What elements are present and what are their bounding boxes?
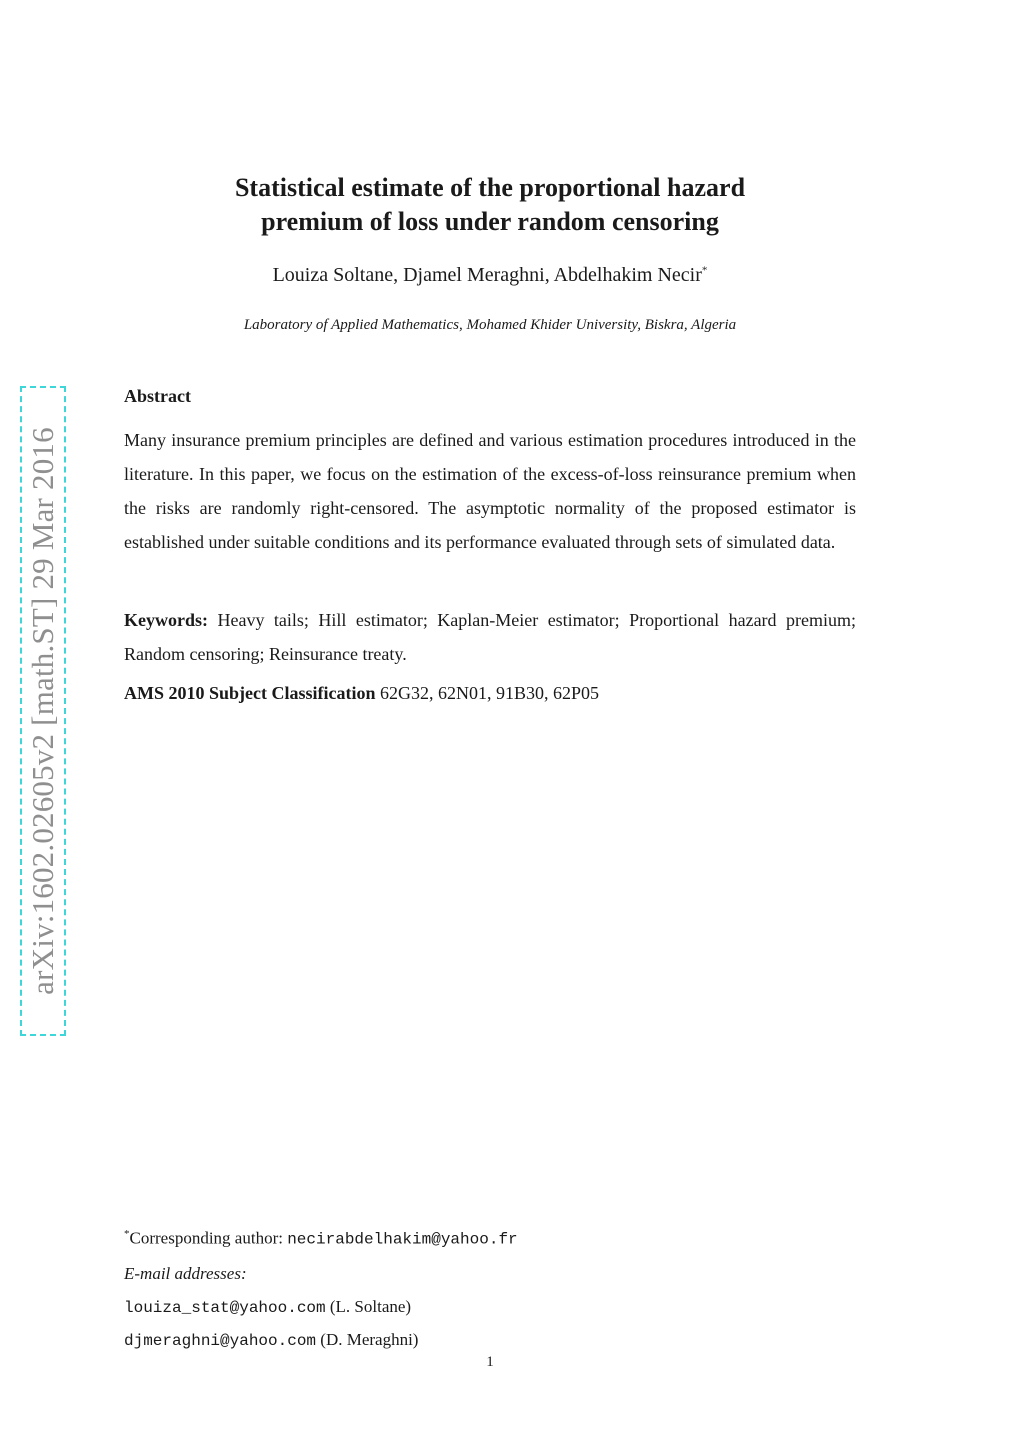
abstract-text: Many insurance premium principles are defined and various estimation procedures introduced in the literature. In this paper, we focus on the estimation of the excess-of-loss reinsurance premium when the risks are randomly right-censored. The asymptotic normality of the proposed estimator is established under suitable conditions and its performance evaluated through sets of simulated data. [124, 430, 856, 552]
authors [124, 264, 856, 287]
abstract-heading: Abstract [124, 386, 191, 406]
keywords-label: Keywords: [124, 610, 208, 630]
keywords [124, 603, 856, 671]
corresponding-email: necirabdelhakim@yahoo.fr [287, 1230, 518, 1249]
ams-codes: 62G32, 62N01, 91B30, 62P05 [380, 683, 600, 703]
email-meraghni [124, 1330, 418, 1350]
author-names: Louiza Soltane, Djamel Meraghni, Abdelhakim Necir [272, 264, 702, 286]
title-line-1: Statistical estimate of the proportional hazard [234, 173, 746, 202]
author-footnote-mark: * [701, 264, 708, 277]
email-2: djmeraghni@yahoo.com [124, 1332, 317, 1350]
footnote-corresponding [124, 1228, 518, 1249]
paper-title [124, 171, 856, 239]
page-number: 1 [486, 1354, 494, 1370]
emails-label: E-mail addresses: [124, 1264, 247, 1283]
ams-label: AMS 2010 Subject Classification [124, 683, 376, 703]
email-soltane [124, 1297, 411, 1317]
ams-classification [124, 683, 599, 704]
corresponding-label: Corresponding author: [129, 1228, 288, 1248]
email-2-name: (D. Meraghni) [316, 1330, 419, 1349]
arxiv-stamp [20, 386, 66, 1036]
email-1: louiza_stat@yahoo.com [124, 1299, 326, 1317]
footnote-mark: * [124, 1228, 130, 1240]
keywords-text: Heavy tails; Hill estimator; Kaplan-Meier estimator; Proportional hazard premium; Random censoring; Reinsurance treaty. [124, 610, 856, 664]
email-1-name: (L. Soltane) [325, 1297, 412, 1316]
title-line-2: premium of loss under random censoring [261, 207, 719, 236]
arxiv-id: arXiv:1602.02605v2 [math.ST] 29 Mar 2016 [25, 427, 60, 995]
affiliation: Laboratory of Applied Mathematics, Mohamed Khider University, Biskra, Algeria [243, 317, 737, 333]
